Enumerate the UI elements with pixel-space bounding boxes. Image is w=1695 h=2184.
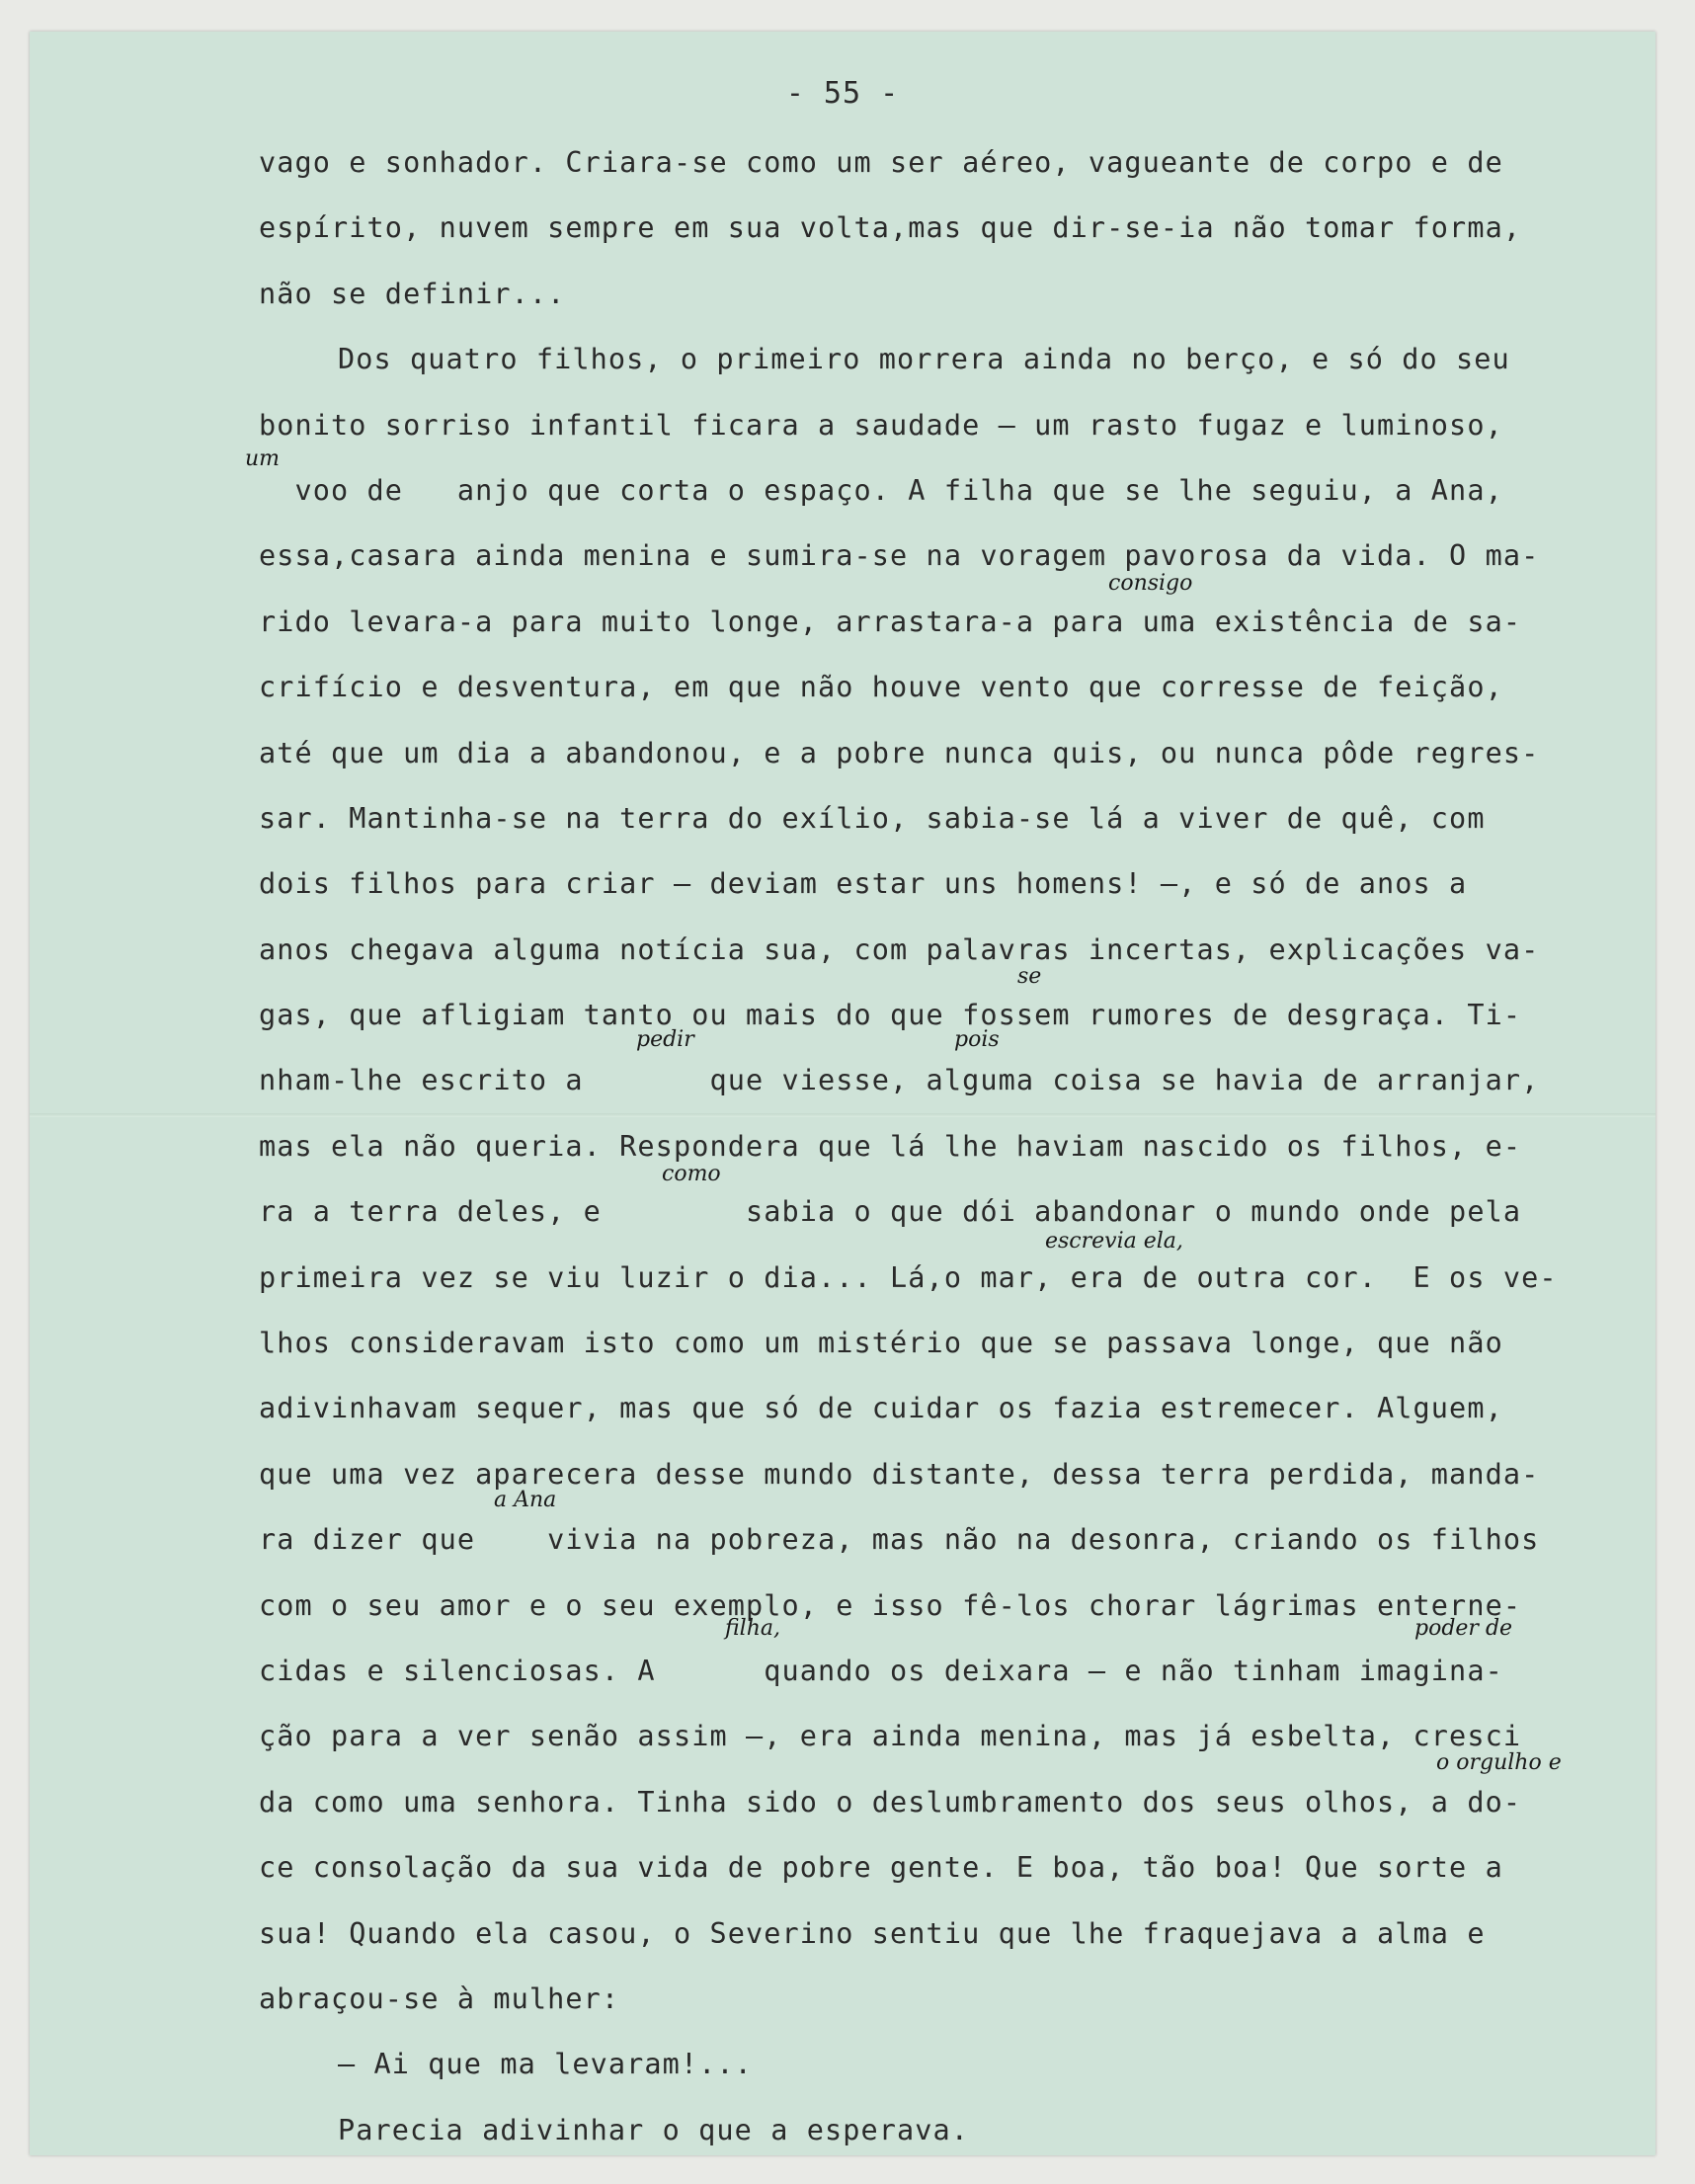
paper-sheet bbox=[30, 32, 1655, 2155]
text-line: espírito, nuvem sempre em sua volta,mas que dir-se-ia não tomar forma, bbox=[259, 211, 1522, 245]
handwritten-note: poder de bbox=[1414, 1616, 1513, 1641]
text-line: gas, que afligiam tanto ou mais do que fossem rumores de desgraça. Ti- bbox=[259, 999, 1522, 1032]
handwritten-note: consigo bbox=[1108, 571, 1193, 596]
text-line: essa,casara ainda menina e sumira-se na voragem pavorosa da vida. O ma- bbox=[259, 539, 1540, 573]
text-line: sar. Mantinha-se na terra do exílio, sabia-se lá a viver de quê, com bbox=[259, 801, 1486, 835]
page-number: - 55 - bbox=[785, 76, 900, 111]
handwritten-note: como bbox=[662, 1162, 721, 1186]
text-line: crifício e desventura, em que não houve vento que corresse de feição, bbox=[259, 671, 1503, 704]
text-line: — Ai que ma levaram!... bbox=[338, 2048, 753, 2081]
text-line: anos chegava alguma notícia sua, com palavras incertas, explicações va- bbox=[259, 932, 1540, 966]
typed-text-block bbox=[259, 130, 1661, 2163]
text-line: até que um dia a abandonou, e a pobre nunca quis, ou nunca pôde regres- bbox=[259, 736, 1540, 769]
handwritten-note: filha, bbox=[725, 1616, 780, 1641]
text-line: mas ela não queria. Respondera que lá lhe haviam nascido os filhos, e- bbox=[259, 1129, 1522, 1163]
handwritten-note: pois bbox=[954, 1027, 1000, 1052]
text-line: dois filhos para criar — deviam estar uns homens! —, e só de anos a bbox=[259, 867, 1468, 901]
text-line: Dos quatro filhos, o primeiro morrera ainda no berço, e só do seu bbox=[338, 343, 1510, 376]
handwritten-note: a Ana bbox=[494, 1488, 557, 1512]
handwritten-note: o orgulho e bbox=[1436, 1750, 1562, 1775]
text-line: Parecia adivinhar o que a esperava. bbox=[338, 2113, 970, 2146]
text-line: ra dizer que vivia na pobreza, mas não na desonra, criando os filhos bbox=[259, 1523, 1540, 1557]
text-line: lhos consideravam isto como um mistério que se passava longe, que não bbox=[259, 1327, 1503, 1360]
handwritten-note: se bbox=[1017, 964, 1042, 989]
text-line: da como uma senhora. Tinha sido o deslumbramento dos seus olhos, a do- bbox=[259, 1785, 1522, 1819]
text-line: bonito sorriso infantil ficara a saudade — um rasto fugaz e luminoso, bbox=[259, 408, 1503, 442]
text-line: com o seu amor e o seu exemplo, e isso fê-los chorar lágrimas enterne- bbox=[259, 1588, 1522, 1622]
text-line: que uma vez aparecera desse mundo distante, dessa terra perdida, manda- bbox=[259, 1457, 1540, 1491]
handwritten-note: um bbox=[245, 446, 281, 471]
text-line: ce consolação da sua vida de pobre gente. E boa, tão boa! Que sorte a bbox=[259, 1851, 1503, 1885]
text-line: ra a terra deles, e sabia o que dói abandonar o mundo onde pela bbox=[259, 1195, 1522, 1229]
text-line: abraçou-se à mulher: bbox=[259, 1982, 620, 2015]
handwritten-note: pedir bbox=[636, 1027, 694, 1052]
text-line: primeira vez se viu luzir o dia... Lá,o mar, era de outra cor. E os ve- bbox=[259, 1260, 1558, 1294]
text-line: ção para a ver senão assim —, era ainda menina, mas já esbelta, cresci bbox=[259, 1720, 1522, 1753]
handwritten-note: escrevia ela, bbox=[1045, 1229, 1183, 1254]
text-line: vago e sonhador. Criara-se como um ser aéreo, vagueante de corpo e de bbox=[259, 146, 1503, 179]
text-line: sua! Quando ela casou, o Severino sentiu que lhe fraquejava a alma e bbox=[259, 1916, 1486, 1950]
text-line: adivinhavam sequer, mas que só de cuidar os fazia estremecer. Alguem, bbox=[259, 1392, 1503, 1425]
text-line: nham-lhe escrito a que viesse, alguma coisa se havia de arranjar, bbox=[259, 1064, 1540, 1097]
text-line: não se definir... bbox=[259, 277, 566, 310]
text-line: rido levara-a para muito longe, arrastara-a para uma existência de sa- bbox=[259, 605, 1522, 638]
text-line: cidas e silenciosas. A quando os deixara — e não tinham imagina- bbox=[259, 1654, 1503, 1687]
text-line: voo de anjo que corta o espaço. A filha que se lhe seguiu, a Ana, bbox=[259, 473, 1503, 507]
